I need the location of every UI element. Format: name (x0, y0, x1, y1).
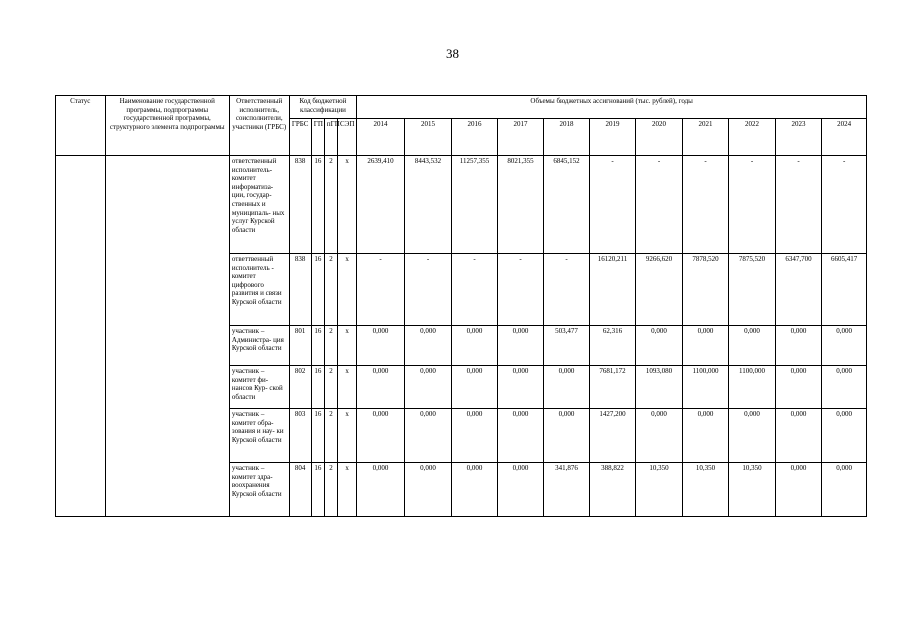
value-cell: 0,000 (497, 409, 544, 463)
value-cell: 0,000 (497, 463, 544, 517)
value-cell: 0,000 (822, 326, 867, 366)
code-cell: х (338, 463, 357, 517)
value-cell: 0,000 (357, 366, 405, 409)
code-cell: х (338, 254, 357, 326)
header-year: 2020 (636, 119, 683, 156)
value-cell: 8443,532 (404, 156, 452, 254)
executor-cell: участник – комитет обра- зования и нау- ки Курской области (229, 409, 289, 463)
code-cell: 2 (324, 366, 337, 409)
header-year: 2014 (357, 119, 405, 156)
code-cell: 2 (324, 326, 337, 366)
page-number: 38 (446, 46, 459, 61)
value-cell: 11257,355 (452, 156, 497, 254)
value-cell: 0,000 (497, 326, 544, 366)
code-cell: 2 (324, 254, 337, 326)
value-cell: - (729, 156, 776, 254)
header-code-gp: ГП (311, 119, 324, 156)
code-cell: 801 (289, 326, 311, 366)
header-volumes-group: Объемы бюджетных ассигнований (тыс. рублей), годы (357, 96, 867, 119)
code-cell: 804 (289, 463, 311, 517)
value-cell: 62,316 (589, 326, 636, 366)
code-cell: 2 (324, 156, 337, 254)
value-cell: 10,350 (682, 463, 729, 517)
value-cell: 503,477 (544, 326, 589, 366)
value-cell: 0,000 (775, 326, 822, 366)
value-cell: 0,000 (357, 409, 405, 463)
value-cell: 0,000 (729, 326, 776, 366)
executor-cell: участник – комитет фи- нансов Кур- ской области (229, 366, 289, 409)
value-cell: - (775, 156, 822, 254)
value-cell: 0,000 (452, 326, 497, 366)
value-cell: 8021,355 (497, 156, 544, 254)
code-cell: 838 (289, 156, 311, 254)
value-cell: 0,000 (682, 409, 729, 463)
value-cell: 6347,700 (775, 254, 822, 326)
code-cell: 16 (311, 156, 324, 254)
value-cell: - (497, 254, 544, 326)
value-cell: - (589, 156, 636, 254)
code-cell: 16 (311, 463, 324, 517)
value-cell: 0,000 (682, 326, 729, 366)
value-cell: 1427,200 (589, 409, 636, 463)
value-cell: 16120,211 (589, 254, 636, 326)
value-cell: - (452, 254, 497, 326)
header-name: Наименование государственной программы, подпрограммы государственной программы, структурного элемента подпрограммы (105, 96, 229, 156)
value-cell: 0,000 (452, 409, 497, 463)
value-cell: 0,000 (357, 326, 405, 366)
value-cell: 388,822 (589, 463, 636, 517)
header-executor: Ответственный исполнитель, соисполнители, участники (ГРБС) (229, 96, 289, 156)
executor-cell: участник – Администра- ция Курской области (229, 326, 289, 366)
value-cell: - (822, 156, 867, 254)
value-cell: 0,000 (775, 463, 822, 517)
name-cell (105, 156, 229, 517)
header-year: 2017 (497, 119, 544, 156)
value-cell: 0,000 (404, 326, 452, 366)
header-year: 2016 (452, 119, 497, 156)
header-year: 2018 (544, 119, 589, 156)
executor-cell: ответтвенный исполнитель - комитет цифрового развития и связи Курской области (229, 254, 289, 326)
value-cell: 0,000 (822, 366, 867, 409)
value-cell: 0,000 (404, 409, 452, 463)
value-cell: 1100,000 (729, 366, 776, 409)
value-cell: - (404, 254, 452, 326)
value-cell: 10,350 (729, 463, 776, 517)
value-cell: - (682, 156, 729, 254)
value-cell: 7878,520 (682, 254, 729, 326)
value-cell: - (357, 254, 405, 326)
value-cell: 0,000 (544, 366, 589, 409)
code-cell: 16 (311, 409, 324, 463)
header-code-pgp: пГП (324, 119, 337, 156)
value-cell: 10,350 (636, 463, 683, 517)
header-code-grbs: ГРБС (289, 119, 311, 156)
value-cell: 0,000 (729, 409, 776, 463)
value-cell: 0,000 (452, 366, 497, 409)
header-status: Статус (56, 96, 106, 156)
code-cell: 803 (289, 409, 311, 463)
code-cell: 2 (324, 463, 337, 517)
value-cell: 1093,080 (636, 366, 683, 409)
value-cell: 0,000 (822, 409, 867, 463)
code-cell: х (338, 156, 357, 254)
value-cell: 0,000 (452, 463, 497, 517)
value-cell: 0,000 (775, 409, 822, 463)
header-year: 2024 (822, 119, 867, 156)
header-code-group: Код бюджетной классификации (289, 96, 357, 119)
value-cell: 0,000 (822, 463, 867, 517)
value-cell: - (636, 156, 683, 254)
value-cell: - (544, 254, 589, 326)
status-cell (56, 156, 106, 517)
code-cell: 838 (289, 254, 311, 326)
value-cell: 7875,520 (729, 254, 776, 326)
code-cell: 16 (311, 326, 324, 366)
value-cell: 0,000 (357, 463, 405, 517)
value-cell: 0,000 (404, 463, 452, 517)
value-cell: 6845,152 (544, 156, 589, 254)
code-cell: х (338, 326, 357, 366)
code-cell: х (338, 366, 357, 409)
executor-cell: участник – комитет здра- воохранения Курской области (229, 463, 289, 517)
value-cell: 9266,620 (636, 254, 683, 326)
header-year: 2021 (682, 119, 729, 156)
value-cell: 0,000 (497, 366, 544, 409)
value-cell: 0,000 (775, 366, 822, 409)
code-cell: 16 (311, 254, 324, 326)
value-cell: 6605,417 (822, 254, 867, 326)
header-code-sep: СЭП (338, 119, 357, 156)
header-year: 2019 (589, 119, 636, 156)
value-cell: 341,876 (544, 463, 589, 517)
value-cell: 0,000 (544, 409, 589, 463)
value-cell: 7681,172 (589, 366, 636, 409)
code-cell: 2 (324, 409, 337, 463)
code-cell: 802 (289, 366, 311, 409)
executor-cell: ответственный исполнитель- комитет информатиза- ции, государ- ственных и муниципаль- ных услуг Курской области (229, 156, 289, 254)
value-cell: 0,000 (636, 409, 683, 463)
value-cell: 1100,000 (682, 366, 729, 409)
code-cell: х (338, 409, 357, 463)
value-cell: 0,000 (636, 326, 683, 366)
header-year: 2022 (729, 119, 776, 156)
value-cell: 0,000 (404, 366, 452, 409)
header-year: 2023 (775, 119, 822, 156)
table-row (56, 156, 867, 254)
budget-table (55, 95, 867, 517)
code-cell: 16 (311, 366, 324, 409)
value-cell: 2639,410 (357, 156, 405, 254)
header-year: 2015 (404, 119, 452, 156)
